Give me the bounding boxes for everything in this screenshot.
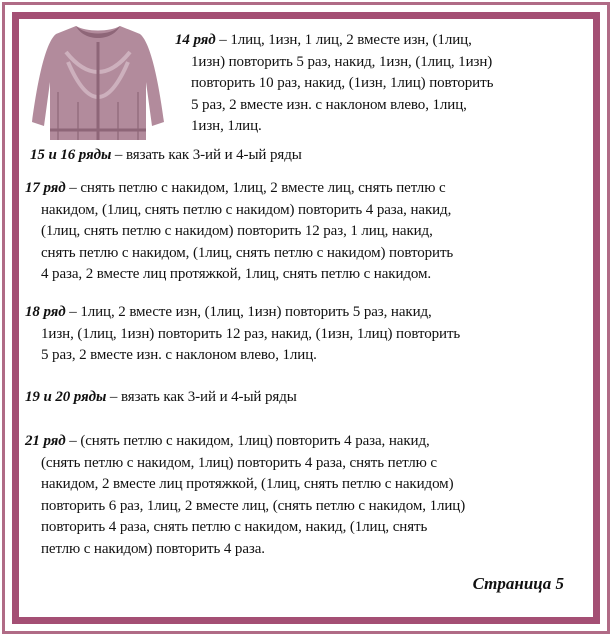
row-18-line-2: 1изн, (1лиц, 1изн) повторить 12 раз, накид, (1изн, 1лиц) повторить	[41, 325, 461, 342]
row-17-block	[25, 178, 453, 286]
row-21-line-6: петлю с накидом) повторить 4 раза.	[41, 540, 265, 557]
row-21-line-5: повторить 4 раза, снять петлю с накидом, накид, (1лиц, снять	[41, 519, 428, 535]
page-number: Страница 5	[472, 574, 564, 593]
row-15-16-text: вязать как 3-ий и 4-ый ряды	[125, 147, 302, 163]
row-19-20-label: 19 и 20 ряды	[25, 389, 107, 405]
dash: –	[65, 433, 81, 449]
row-15-16-label: 15 и 16 ряды	[30, 147, 112, 163]
row-14-line-1	[175, 30, 493, 52]
row-14-line-3: повторить 10 раз, накид, (1изн, 1лиц) повторить	[191, 75, 494, 91]
row-21-line-1	[25, 431, 465, 453]
dash: –	[106, 389, 121, 405]
row-14-line-2: 1изн) повторить 5 раз, накид, 1изн, (1лиц, 1изн)	[191, 53, 493, 70]
row-17-line-2: накидом, (1лиц, снять петлю с накидом) повторить 4 раза, накид,	[41, 201, 452, 218]
dash: –	[65, 304, 81, 320]
dash: –	[215, 32, 231, 48]
row-18-line-1	[25, 302, 460, 324]
row-21-block	[25, 431, 465, 560]
row-17-line-1	[25, 178, 453, 200]
row-17-label: 17 ряд	[25, 180, 66, 196]
row-19-20-text: вязать как 3-ий и 4-ый ряды	[120, 389, 297, 405]
row-15-16-block	[30, 145, 302, 167]
row-14-label: 14 ряд	[175, 32, 216, 48]
row-18-line-3: 5 раз, 2 вместе изн. с наклоном влево, 1лиц.	[41, 347, 317, 363]
sweater-photo	[28, 22, 168, 140]
row-18-text-1: 1лиц, 2 вместе изн, (1лиц, 1изн) повторить 5 раз, накид,	[80, 304, 432, 320]
row-14-line-4: 5 раз, 2 вместе изн. с наклоном влево, 1лиц,	[191, 96, 467, 113]
row-14-line-5: 1изн, 1лиц.	[191, 118, 262, 134]
row-14-text-1: 1лиц, 1изн, 1 лиц, 2 вместе изн, (1лиц,	[230, 32, 472, 48]
row-17-line-4: снять петлю с накидом, (1лиц, снять петлю с накидом) повторить	[41, 244, 454, 261]
row-14-block	[175, 30, 493, 138]
row-21-line-3: накидом, 2 вместе лиц протяжкой, (1лиц, снять петлю с накидом)	[41, 476, 454, 492]
dash: –	[111, 147, 126, 163]
row-17-line-3: (1лиц, снять петлю с накидом) повторить 12 раз, 1 лиц, накид,	[41, 223, 433, 239]
row-21-text-1: (снять петлю с накидом, 1лиц) повторить 4 раза, накид,	[80, 433, 430, 449]
row-21-line-2: (снять петлю с накидом, 1лиц) повторить 4 раза, снять петлю с	[41, 454, 437, 471]
sweater-illustration	[28, 22, 168, 140]
row-19-20-block	[25, 387, 297, 409]
row-17-line-5: 4 раза, 2 вместе лиц протяжкой, 1лиц, снять петлю с накидом.	[41, 266, 432, 282]
row-18-label: 18 ряд	[25, 304, 66, 320]
row-21-line-4: повторить 6 раз, 1лиц, 2 вместе лиц, (снять петлю с накидом, 1лиц)	[41, 497, 466, 514]
row-21-label: 21 ряд	[25, 433, 66, 449]
row-17-text-1: снять петлю с накидом, 1лиц, 2 вместе лиц, снять петлю с	[80, 180, 446, 196]
dash: –	[65, 180, 81, 196]
row-18-block	[25, 302, 460, 367]
